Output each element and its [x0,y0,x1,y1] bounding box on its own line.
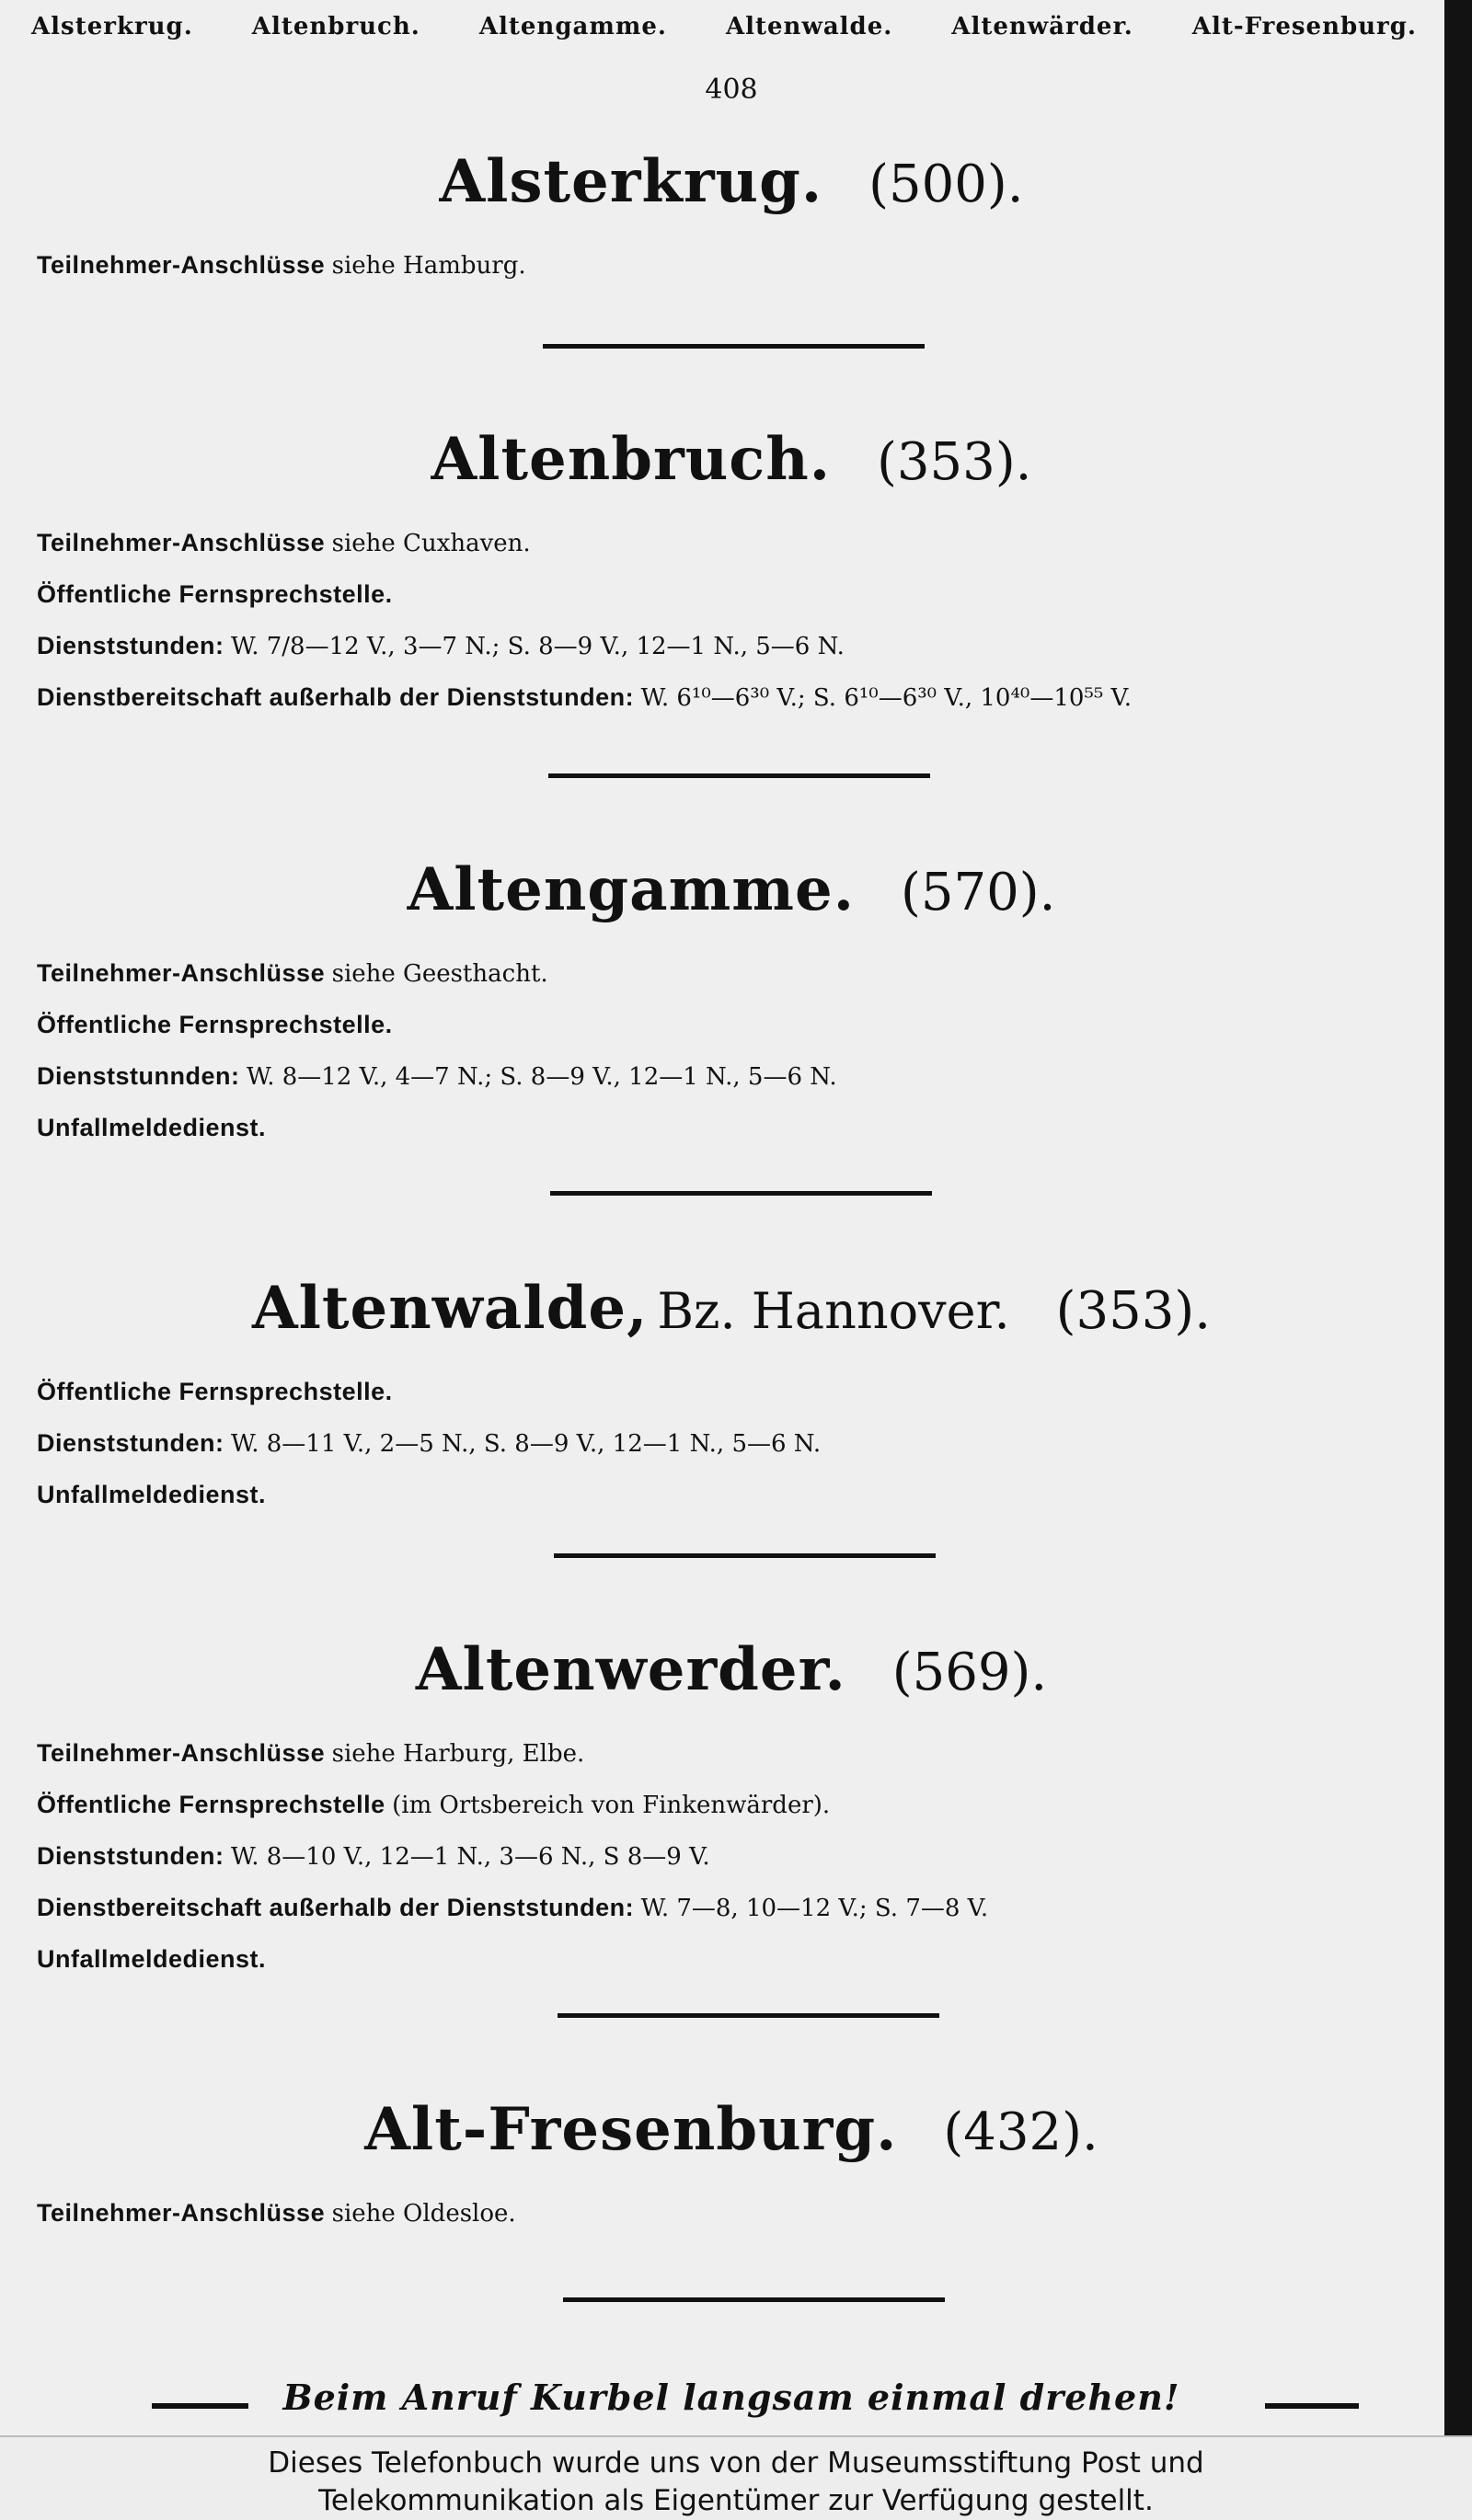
running-head [31,13,1417,40]
entry-title [0,2095,1463,2164]
place-name: Altengamme. [407,855,856,924]
entry-line [37,1728,1463,1780]
entry-line [37,518,1463,569]
entry-title [0,1635,1463,1704]
entry-title [0,147,1463,216]
entry-line [37,1051,1463,1103]
section-divider [554,1553,936,1558]
line-label: Unfallmeldedienst. [37,1481,267,1508]
entry-line [37,1418,1463,1470]
entry-line [37,672,1463,724]
running-head-item: Alsterkrug. [31,13,193,40]
line-label: Teilnehmer-Anschlüsse [37,2199,326,2227]
network-number: (569). [891,1643,1048,1702]
footer-rule-right [1265,2403,1359,2409]
entry-line [37,621,1463,672]
line-text: (im Ortsbereich von Finkenwärder). [392,1792,831,1819]
line-label: Öffentliche Fernsprechstelle [37,1791,385,1818]
entry-line [37,1000,1463,1051]
district-name: Bz. Hannover. [657,1282,1010,1340]
running-head-item: Alt-Fresenburg. [1191,13,1417,40]
caption-line: Dieses Telefonbuch wurde uns von der Museumsstiftung Post und [268,2446,1204,2480]
line-text: siehe Geesthacht. [331,960,548,988]
line-label: Teilnehmer-Anschlüsse [37,1739,326,1767]
line-label: Unfallmeldedienst. [37,1114,267,1141]
entry-lines [37,240,1463,292]
line-text: siehe Oldesloe. [331,2200,516,2228]
place-name: Altenbruch. [431,425,832,494]
entry-line [37,1883,1463,1934]
place-name: Alsterkrug. [439,147,823,216]
entry-lines [37,948,1463,1154]
entry-altengamme [0,855,1463,1154]
entry-lines [37,518,1463,724]
place-name: Altenwalde, [251,1274,649,1343]
section-divider [548,773,930,778]
place-name: Alt-Fresenburg. [364,2095,898,2164]
running-head-item: Altenwalde. [725,13,893,40]
entry-altenwalde [0,1274,1463,1521]
line-label: Teilnehmer-Anschlüsse [37,251,326,279]
network-number: (570). [901,863,1056,922]
page-edge-shadow [1444,0,1472,2435]
line-label: Teilnehmer-Anschlüsse [37,529,326,556]
entry-lines [37,1728,1463,1986]
line-label: Dienststunden: [37,1842,224,1870]
line-label: Öffentliche Fernsprechstelle. [37,580,393,608]
entry-line [37,1367,1463,1418]
line-text: siehe Cuxhaven. [331,530,531,557]
line-label: Teilnehmer-Anschlüsse [37,959,326,987]
running-head-item: Altengamme. [478,13,667,40]
entry-line [37,1934,1463,1986]
entry-title [0,855,1463,924]
archive-caption [0,2435,1472,2520]
entry-line [37,569,1463,621]
line-label: Dienststunden: [37,1429,224,1457]
entry-lines [37,1367,1463,1521]
entry-title [0,1274,1463,1343]
entry-altenbruch [0,425,1463,724]
section-divider [550,1191,932,1196]
place-name: Altenwerder. [415,1635,846,1704]
line-label: Dienststunnden: [37,1062,240,1090]
network-number: (500). [868,155,1024,214]
entry-title [0,425,1463,494]
section-divider [558,2013,939,2018]
line-text: W. 8—12 V., 4—7 N.; S. 8—9 V., 12—1 N., 5—6 N. [247,1063,837,1091]
entry-lines [37,2188,1463,2239]
section-divider [543,344,925,349]
entry-line [37,1831,1463,1883]
line-label: Unfallmeldedienst. [37,1945,267,1973]
entry-line [37,240,1463,292]
footer-note: Beim Anruf Kurbel langsam einmal drehen! [282,2377,1180,2418]
line-label: Dienstbereitschaft außerhalb der Dienststunden: [37,683,635,711]
caption-line: Telekommunikation als Eigentümer zur Verfügung gestellt. [318,2484,1154,2517]
line-label: Dienststunden: [37,632,224,659]
line-text: W. 7/8—12 V., 3—7 N.; S. 8—9 V., 12—1 N., 5—6 N. [231,633,845,660]
entry-alt-fresenburg [0,2095,1463,2239]
network-number: (432). [943,2102,1098,2162]
entry-line [37,948,1463,1000]
line-text: W. 8—10 V., 12—1 N., 3—6 N., S 8—9 V. [231,1843,710,1871]
network-number: (353). [1055,1281,1212,1341]
line-label: Öffentliche Fernsprechstelle. [37,1378,393,1405]
entry-line [37,2188,1463,2239]
running-head-item: Altenbruch. [251,13,420,40]
entry-line [37,1780,1463,1831]
entry-line [37,1103,1463,1154]
line-text: siehe Hamburg. [331,252,526,280]
section-divider [563,2297,945,2302]
line-text: W. 7—8, 10—12 V.; S. 7—8 V. [640,1895,989,1922]
line-text: W. 8—11 V., 2—5 N., S. 8—9 V., 12—1 N., 5—6 N. [231,1430,822,1458]
entry-alsterkrug [0,147,1463,292]
entry-altenwerder [0,1635,1463,1986]
network-number: (353). [877,432,1032,492]
line-text: W. 6¹⁰—6³⁰ V.; S. 6¹⁰—6³⁰ V., 10⁴⁰—10⁵⁵ V. [640,684,1133,712]
line-label: Öffentliche Fernsprechstelle. [37,1011,393,1038]
running-head-item: Altenwärder. [951,13,1133,40]
line-text: siehe Harburg, Elbe. [331,1740,585,1768]
line-label: Dienstbereitschaft außerhalb der Dienststunden: [37,1894,635,1921]
entry-line [37,1470,1463,1521]
page-number: 408 [705,74,758,106]
